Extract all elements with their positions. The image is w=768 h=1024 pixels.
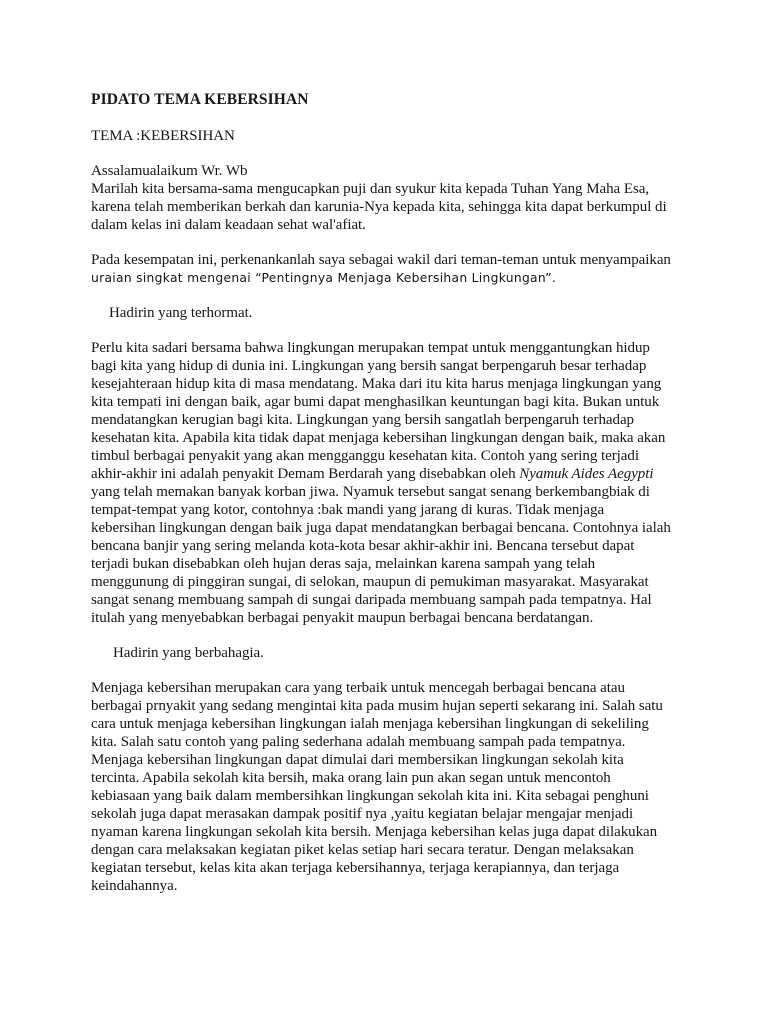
opening-paragraph — [91, 180, 691, 234]
paragraph-line: sangat senang membuang sampah di sungai daripada membuang sampah pada tempatnya. Hal — [91, 592, 652, 608]
paragraph-line: Pada kesempatan ini, perkenankanlah saya sebagai wakil dari teman-teman untuk menyampaikan — [91, 252, 671, 268]
paragraph-line-with-italic — [91, 465, 691, 483]
paragraph-line: menggunung di pinggiran sungai, di selokan, maupun di pemukiman masyarakat. Masyarakat — [91, 574, 649, 590]
paragraph-line: tempat-tempat yang kotor, contohnya :bak mandi yang jarang di kuras. Tidak menjaga — [91, 502, 605, 518]
paragraph-line: timbul berbagai penyakit yang akan mengganggu kesehatan kita. Contoh yang sering terjadi — [91, 448, 639, 464]
paragraph-line: karena telah memberikan berkah dan karunia-Nya kepada kita, sehingga kita dapat berkumpul di — [91, 199, 667, 215]
greeting: Assalamualaikum Wr. Wb — [91, 163, 248, 179]
paragraph-line: kita tempati ini dengan baik, agar bumi dapat menghasilkan keuntungan bagi kita. Bukan untuk — [91, 394, 660, 410]
paragraph-line: bencana banjir yang sering melanda kota-kota besar akhir-akhir ini. Bencana tersebut dapat — [91, 538, 635, 554]
paragraph-line: dengan cara melaksakan kegiatan piket kelas setiap hari secara teratur. Dengan melaksakan — [91, 842, 634, 858]
salutation-blessed: Hadirin yang berbahagia. — [113, 645, 264, 661]
theme-line: TEMA :KEBERSIHAN — [91, 128, 235, 144]
paragraph-line: mendatangkan kerugian bagi kita. Lingkungan yang bersih sangatlah berpengaruh terhadap — [91, 412, 635, 428]
paragraph-line: kesehatan kita. Apabila kita tidak dapat menjaga kebersihan lingkungan dengan baik, maka akan — [91, 430, 666, 446]
paragraph-line: Marilah kita bersama-sama mengucapkan puji dan syukur kita kepada Tuhan Yang Maha Esa, — [91, 181, 650, 197]
paragraph-line: kebersihan lingkungan dengan baik juga dapat mendatangkan berbagai bencana. Contohnya ialah — [91, 520, 671, 536]
paragraph-line: keindahannya. — [91, 878, 178, 894]
paragraph-line: terjadi bukan disebabkan oleh hujan deras saja, melainkan karena sampah yang telah — [91, 556, 596, 572]
paragraph-line: uraian singkat mengenai “Pentingnya Menjaga Kebersihan Lingkungan”. — [91, 271, 557, 285]
body-paragraph-1 — [91, 339, 691, 627]
paragraph-line: kesejahteraan hidup kita di masa mendatang. Maka dari itu kita harus menjaga lingkungan yang — [91, 376, 662, 392]
paragraph-line: Perlu kita sadari bersama bahwa lingkungan merupakan tempat untuk menggantungkan hidup — [91, 340, 650, 356]
intro-paragraph — [91, 251, 691, 287]
italic-species-name: Nyamuk Aides Aegypti — [519, 466, 654, 482]
paragraph-line: kita. Salah satu contoh yang paling sederhana adalah membuang sampah pada tempatnya. — [91, 734, 626, 750]
paragraph-line: sekolah juga dapat merasakan dampak positif nya ,yaitu kegiatan belajar mengajar menjadi — [91, 806, 634, 822]
plain-text: akhir-akhir ini adalah penyakit Demam Berdarah yang disebabkan oleh — [91, 466, 520, 482]
paragraph-line: kegiatan tersebut, kelas kita akan terjaga kebersihannya, terjaga kerapiannya, dan terjaga — [91, 860, 620, 876]
paragraph-line: Menjaga kebersihan merupakan cara yang terbaik untuk mencegah berbagai bencana atau — [91, 680, 625, 696]
paragraph-line: cara untuk menjaga kebersihan lingkungan ialah menjaga kebersihan lingkungan di sekeliling — [91, 716, 649, 732]
document-page — [91, 90, 691, 895]
paragraph-line: nyaman karena lingkungan sekolah kita bersih. Menjaga kebersihan kelas juga dapat dilakukan — [91, 824, 658, 840]
paragraph-line: Menjaga kebersihan lingkungan dapat dimulai dari membersikan lingkungan sekolah kita — [91, 752, 624, 768]
salutation-honored: Hadirin yang terhormat. — [109, 305, 253, 321]
paragraph-line: bagi kita yang hidup di dunia ini. Lingkungan yang bersih sangat berpengaruh besar terhadap — [91, 358, 647, 374]
paragraph-line: dalam kelas ini dalam keadaan sehat wal'afiat. — [91, 217, 366, 233]
paragraph-line: itulah yang menyebabkan berbagai penyakit maupun berbagai bencana berdatangan. — [91, 610, 594, 626]
paragraph-line: yang telah memakan banyak korban jiwa. Nyamuk tersebut sangat senang berkembangbiak di — [91, 484, 650, 500]
paragraph-line: tercinta. Apabila sekolah kita bersih, maka orang lain pun akan segan untuk mencontoh — [91, 770, 611, 786]
document-title: PIDATO TEMA KEBERSIHAN — [91, 91, 309, 108]
paragraph-line: kebiasaan yang baik dalam membersihkan lingkungan sekolah kita ini. Kita sebagai penghuni — [91, 788, 649, 804]
paragraph-line: berbagai prnyakit yang sedang mengintai kita pada musim hujan seperti sekarang ini. Salah satu — [91, 698, 663, 714]
body-paragraph-2 — [91, 679, 691, 895]
